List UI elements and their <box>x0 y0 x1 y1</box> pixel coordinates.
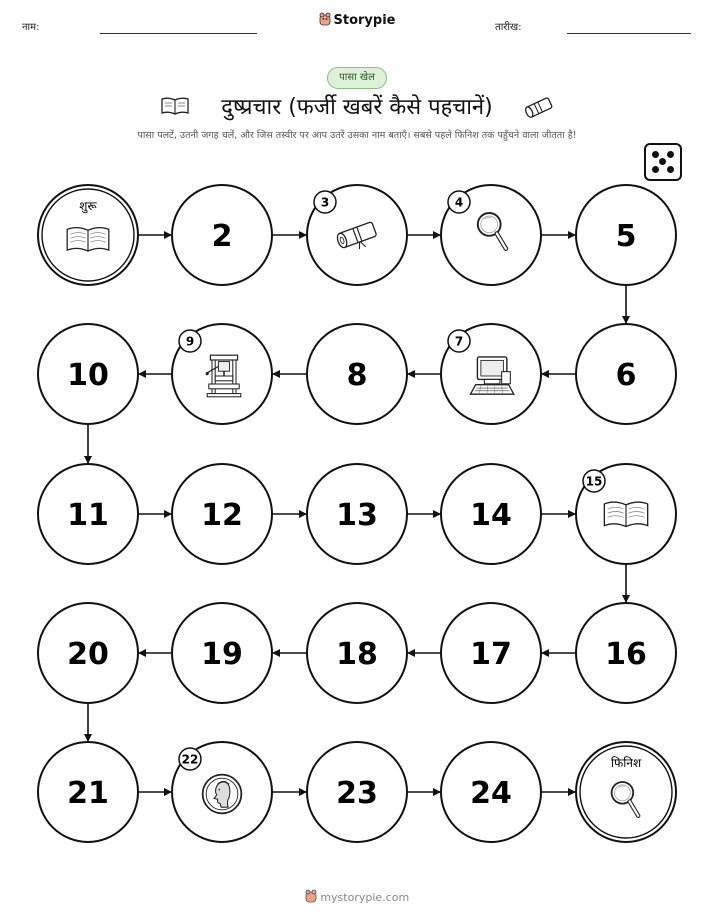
space-number: 15 <box>585 474 603 489</box>
space-number: 14 <box>470 498 512 533</box>
board-space-23[interactable] <box>307 742 407 842</box>
board-space-20[interactable] <box>38 603 138 703</box>
storypie-mascot-icon <box>305 889 317 903</box>
space-number: 9 <box>185 334 195 349</box>
board-space-21[interactable] <box>38 742 138 842</box>
board-space-10[interactable] <box>38 324 138 424</box>
space-number: 11 <box>67 498 109 533</box>
space-number: 3 <box>320 195 330 210</box>
board-space-4[interactable] <box>441 185 541 285</box>
space-number: 16 <box>605 637 647 672</box>
board-space-2[interactable] <box>172 185 272 285</box>
date-label: तारीख: <box>495 22 522 33</box>
board-space-13[interactable] <box>307 464 407 564</box>
coin-icon <box>203 775 242 814</box>
board-space-15[interactable] <box>576 464 676 564</box>
space-number: 7 <box>454 334 464 349</box>
board-space-17[interactable] <box>441 603 541 703</box>
board-space-12[interactable] <box>172 464 272 564</box>
space-number: 10 <box>67 358 109 393</box>
start-label: शुरू <box>79 199 97 213</box>
board-space-19[interactable] <box>172 603 272 703</box>
computer-icon <box>470 357 513 394</box>
instructions: पासा पलटें, उतनी जगह चलें, और जिस तस्वीर पर आप उतरें उसका नाम बताएँ। सबसे पहले फिनिश तक पहुँचने वाला जीतता है! <box>137 130 577 141</box>
space-number: 5 <box>615 219 637 254</box>
space-number: 17 <box>470 637 512 672</box>
board-spaces <box>38 185 676 842</box>
book-icon <box>604 502 647 526</box>
book-icon <box>67 228 109 251</box>
space-number: 18 <box>336 637 378 672</box>
footer-brand <box>0 889 714 904</box>
space-number: 12 <box>201 498 243 533</box>
board-space-18[interactable] <box>307 603 407 703</box>
footer-url: mystorypie.com <box>320 891 410 904</box>
space-number: 19 <box>201 637 243 672</box>
name-label: नाम: <box>22 22 40 33</box>
board-space-5[interactable] <box>576 185 676 285</box>
space-number: 6 <box>615 358 637 393</box>
finish-label: फिनिश <box>610 756 642 770</box>
page-title: दुष्प्रचार (फर्जी खबरें कैसे पहचानें) <box>221 95 493 120</box>
space-number: 13 <box>336 498 378 533</box>
board-space-9[interactable] <box>172 324 272 424</box>
brand-name: Storypie <box>333 13 396 28</box>
space-number: 2 <box>211 219 233 254</box>
space-number: 20 <box>67 637 109 672</box>
game-type-badge: पासा खेल <box>327 67 387 89</box>
board-space-22[interactable] <box>172 742 272 842</box>
board-space-3[interactable] <box>307 185 407 285</box>
board-space-8[interactable] <box>307 324 407 424</box>
board-space-14[interactable] <box>441 464 541 564</box>
board-space-11[interactable] <box>38 464 138 564</box>
space-number: 21 <box>67 776 109 811</box>
board-space-6[interactable] <box>576 324 676 424</box>
space-number: 22 <box>181 752 199 767</box>
board-space-24[interactable] <box>441 742 541 842</box>
board-space-25[interactable] <box>576 742 676 842</box>
space-number: 8 <box>346 358 368 393</box>
space-number: 24 <box>470 776 512 811</box>
space-number: 4 <box>454 195 464 210</box>
board-space-7[interactable] <box>441 324 541 424</box>
space-number: 23 <box>336 776 378 811</box>
board-space-16[interactable] <box>576 603 676 703</box>
board-space-1[interactable] <box>38 185 138 285</box>
